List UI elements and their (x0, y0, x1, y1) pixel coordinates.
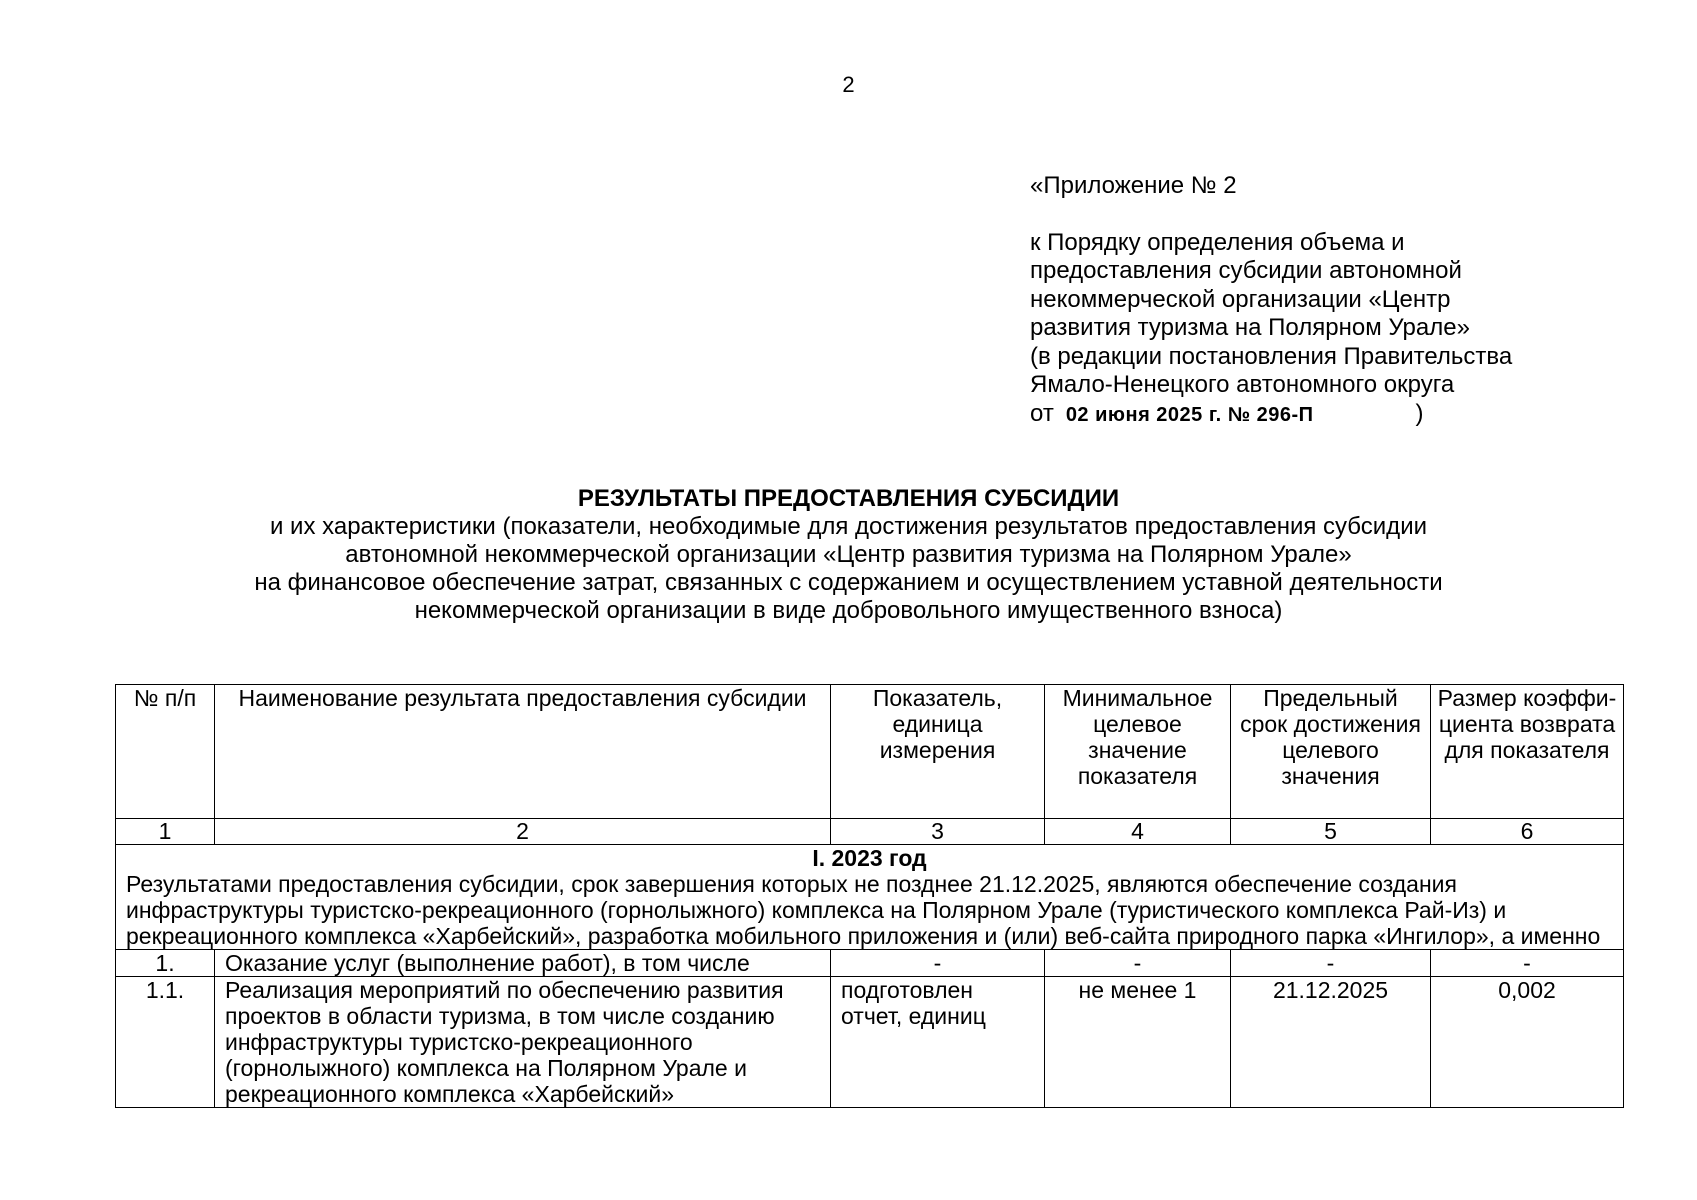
appendix-line: предоставления субсидии автономной (1030, 257, 1462, 284)
row-deadline: 21.12.2025 (1231, 977, 1431, 1108)
table-row (116, 977, 1624, 1108)
document-title: РЕЗУЛЬТАТЫ ПРЕДОСТАВЛЕНИЯ СУБСИДИИ (577, 485, 1120, 512)
appendix-line: к Порядку определения объема и (1030, 228, 1405, 256)
appendix-line: развития туризма на Полярном Урале» (1030, 314, 1470, 341)
row-name: Реализация мероприятий по обеспечению развития проектов в области туризма, в том числе созданию инфраструктуры туристско-рекреационного (горнолыжного) комплекса на Полярном Урале и рекреационного комплекса «Харбейский» (215, 977, 831, 1108)
row-deadline: - (1231, 950, 1431, 977)
section-title: I. 2023 год (812, 845, 927, 871)
row-number: 1.1. (116, 977, 215, 1108)
section-row (116, 845, 1624, 950)
document-heading (0, 485, 1697, 625)
table-row (116, 950, 1624, 977)
date-prefix: от (1030, 399, 1054, 427)
row-indicator: - (831, 950, 1045, 977)
appendix-title: «Приложение № 2 (1030, 172, 1237, 199)
row-number: 1. (116, 950, 215, 977)
heading-line: автономной некоммерческой организации «Центр развития туризма на Полярном Урале» (345, 541, 1352, 568)
row-coefficient: - (1431, 950, 1624, 977)
decree-date-number: 02 июня 2025 г. № 296-П (1065, 403, 1314, 426)
header-cell-name: Наименование результата предоставления субсидии (215, 685, 831, 819)
column-number: 3 (831, 819, 1045, 845)
header-cell-number: № п/п (116, 685, 215, 819)
header-cell-coefficient: Размер коэффи-циента возврата для показателя (1431, 685, 1624, 819)
row-name: Оказание услуг (выполнение работ), в том числе (215, 950, 831, 977)
heading-line: и их характеристики (показатели, необходимые для достижения результатов предоставления субсидии (269, 513, 1427, 540)
appendix-date-line (1030, 400, 1670, 430)
section-cell (116, 845, 1624, 950)
column-number: 5 (1231, 819, 1431, 845)
column-number: 1 (116, 819, 215, 845)
heading-line: некоммерческой организации в виде добровольного имущественного взноса) (414, 597, 1283, 624)
heading-line: на финансовое обеспечение затрат, связанных с содержанием и осуществлением уставной деятельности (254, 569, 1443, 596)
date-suffix: ) (1415, 399, 1424, 427)
column-number-row (116, 819, 1624, 845)
appendix-block (1030, 172, 1670, 429)
appendix-line: Ямало-Ненецкого автономного округа (1030, 371, 1455, 398)
appendix-line: (в редакции постановления Правительства (1030, 342, 1513, 370)
row-min-value: не менее 1 (1045, 977, 1231, 1108)
row-coefficient: 0,002 (1431, 977, 1624, 1108)
header-cell-min-value: Минимальное целевое значение показателя (1045, 685, 1231, 819)
table-header-row (116, 685, 1624, 819)
column-number: 4 (1045, 819, 1231, 845)
page-number: 2 (842, 72, 855, 97)
appendix-line: некоммерческой организации «Центр (1030, 285, 1451, 313)
results-table (115, 684, 1624, 1108)
row-min-value: - (1045, 950, 1231, 977)
section-text: Результатами предоставления субсидии, срок завершения которых не позднее 21.12.2025, являются обеспечение создания инфраструктуры туристско-рекреационного (горнолыжного) комплекса на Полярном Урале (туристического комплекса Рай-Из) и рекреационного комплекса «Харбейский», разработка мобильного приложения и (или) веб-сайта природного парка «Ингилор», а именно (126, 871, 1601, 949)
row-indicator: подготовлен отчет, единиц (831, 977, 1045, 1108)
column-number: 2 (215, 819, 831, 845)
header-cell-deadline: Предельный срок достижения целевого значения (1231, 685, 1431, 819)
column-number: 6 (1431, 819, 1624, 845)
header-cell-indicator: Показатель, единица измерения (831, 685, 1045, 819)
